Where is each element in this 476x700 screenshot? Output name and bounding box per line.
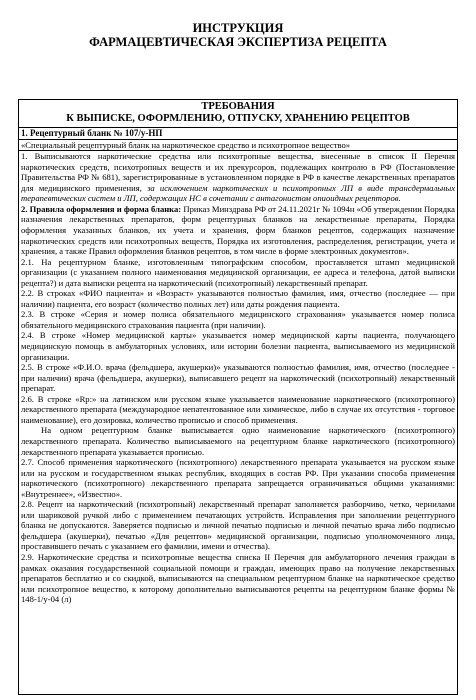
paragraph-2-3: 2.3. В строке «Серия и номер полиса обязательного медицинского страхования» указывается номер полиса обязательного медицинского страхования пациента (при наличии). [21,309,455,330]
paragraph-2-7: 2.7. Способ применения наркотического (психотропного) лекарственного препарата указывается на русском языке или на русском и государственном языках республик, входящих в состав РФ. При указании способа применения наркотического (психотропного) лекарственного препарата запрещается ограничиваться общими указаниями: «Внутреннее», «Известно». [21,457,455,499]
paragraph-1-exception: за исключением наркотических и психотропных ЛП в виде трансдермальных терапевтических систем и ЛП, содержащих НС в сочетании с антагонистом опиоидных рецепторов. [21,182,456,204]
paragraph-2-2: 2.2. В строках «ФИО пациента» и «Возраст» указываются полностью фамилия, имя, отчество (последнее — при наличии) пациента, его возраст (количество полных лет) или даты рождения пациента. [21,288,455,309]
paragraph-2 [21,204,455,257]
requirements-box [18,99,458,695]
form-name-row: «Специальный рецептурный бланк на наркотическое средство и психотропное вещество» [19,140,457,152]
paragraph-2-8: 2.8. Рецепт на наркотический (психотропный) лекарственный препарат заполняется разборчиво, четко, чернилами или шариковой ручкой либо с применением печатающих устройств. Исправления при заполнении рецептурного бланка не допускаются. Заверяется подписью и личной печатью подписью и личной печатью врача либо подписью фельдшера (акушерки), печатью «Для рецептов» медицинской организации, подписью уполномоченного лица, проставившего печать с указанием его фамилии, имени и отчества). [21,499,455,552]
paragraph-2-5: 2.5. В строке «Ф.И.О. врача (фельдшера, акушерки)» указываются полностью фамилия, имя, отчество (последнее - при наличии) врача (фельдшера, акушерки), выписавшего рецепт на наркотический (психотропный) лекарственный препарат. [21,362,455,394]
paragraph-2-9: 2.9. Наркотические средства и психотропные вещества списка II Перечня для амбулаторного лечения граждан в рамках оказания государственной социальной помощи и граждан, имеющих право на получение лекарственных препаратов бесплатно и со скидкой, выписываются на специальном рецептурном бланке на наркотическое средство или психотропное вещество, к которому дополнительно выписываются рецепты на рецептурном бланке формы № 148-1/у-04 (л) [21,551,455,605]
requirements-subtitle: К ВЫПИСКЕ, ОФОРМЛЕНИЮ, ОТПУСКУ, ХРАНЕНИЮ РЕЦЕПТОВ [66,113,410,124]
paragraph-2-4: 2.4. В строке «Номер медицинской карты» указывается номер медицинской карты пациента, получающего медицинскую помощь в амбулаторных условиях, или истории болезни пациента, выписываемого из медицинской организации. [21,330,455,362]
requirements-body [19,151,457,605]
paragraph-2-heading: 2. Правила оформления и форма бланка: [21,203,182,214]
paragraph-2-1: 2.1. На рецептурном бланке, изготовленным типографским способом, проставляется штамп медицинской организации (с указанием полного наименования медицинской организации, ее адреса и телефона, датой выписки рецепта?) и дата выписки рецепта на наркотический (психотропный) лекарственный препарат. [21,256,455,288]
document-subtitle: ФАРМАЦЕВТИЧЕСКАЯ ЭКСПЕРТИЗА РЕЦЕПТА [89,35,387,49]
paragraph-1-text: 1. Выписываются наркотические средства или психотропные вещества, внесенные в список II Перечня наркотических средств, психотропных веществ и их прекурсоров, подлежащих контролю в РФ (Постановление Правительства РФ № 681), зарегистрированные в установленном порядке в РФ в качестве лекарственных препаратов для медицинского применения, [21,151,455,193]
paragraph-2-6: 2.6. В строке «Rp:» на латинском или русском языке указывается наименование наркотического (психотропного) лекарственного препарата (международное непатентованное или химическое, либо в случае их отсутствия - торговое наименование), его дозировка, количество прописью и способ применения. [21,393,455,425]
requirements-title: ТРЕБОВАНИЯ [201,101,275,112]
requirements-heading [19,100,457,128]
form-number-row: 1. Рецептурный бланк № 107/у-НП [19,128,457,140]
document-title: ИНСТРУКЦИЯ [192,21,284,35]
document-header [0,21,476,49]
paragraph-2-6-note: На одном рецептурном бланке выписывается одно наименование наркотического (психотропного) лекарственного препарата. Количество выписываемого на рецептурном бланке наркотического (психотропного) лекарственного препарата указывается прописью. [21,425,455,457]
paragraph-2-text: Приказ Минздрава РФ от 24.11.2021г № 1094н «Об утверждении Порядка назначения лекарственных препаратов, форм рецептурных бланков на лекарственные препараты, Порядка оформления указанных бланков, их учета и хранения, форм бланков рецептов, содержащих назначение наркотических средств или психотропных веществ, Порядка их изготовления, распределения, регистрации, учета и хранения, а также Правил оформления бланков рецептов, в том числе в форме электронных документов». [21,203,455,257]
paragraph-1 [21,151,455,204]
